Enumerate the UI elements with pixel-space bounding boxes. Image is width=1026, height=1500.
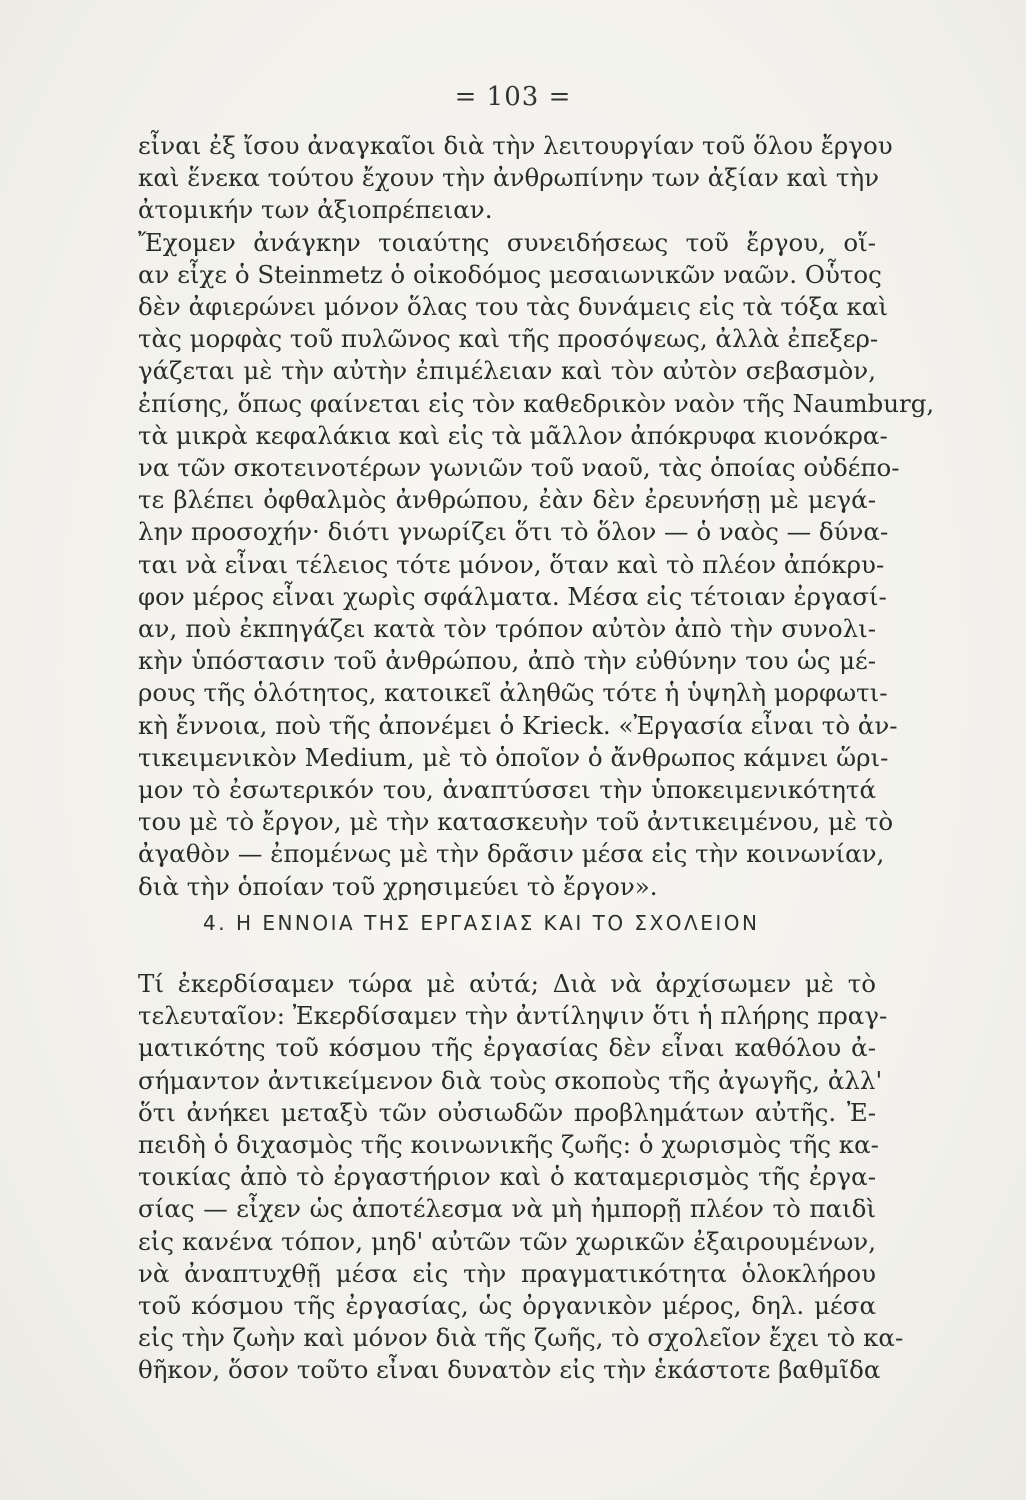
text-line: μον τὸ ἐσωτερικόν του, ἀναπτύσσει τὴν ὑποκειμενικότητά	[138, 775, 876, 805]
text-line: Τί ἐκερδίσαμεν τώρα μὲ αὐτά; Διὰ νὰ ἀρχίσωμεν μὲ τὸ	[138, 969, 876, 998]
text-line: δὲν ἀφιερώνει μόνον ὅλας του τὰς δυνάμεις εἰς τὰ τόξα καὶ	[138, 292, 888, 322]
text-line: σήμαντον ἀντικείμενον διὰ τοὺς σκοποὺς τῆς ἀγωγῆς, ἀλλ'	[138, 1065, 883, 1095]
text-line: πειδὴ ὁ διχασμὸς τῆς κοινωνικῆς ζωῆς: ὁ χωρισμὸς τῆς κα-	[138, 1130, 879, 1160]
text-line: να τῶν σκοτεινοτέρων γωνιῶν τοῦ ναοῦ, τὰς ὁποίας οὐδέπο-	[138, 453, 900, 483]
text-line: διὰ τὴν ὁποίαν τοῦ χρησιμεύει τὸ ἔργον».	[138, 871, 658, 901]
text-line: νὰ ἀναπτυχθῇ μέσα εἰς τὴν πραγματικότητα ὁλοκλήρου	[138, 1258, 876, 1288]
text-line: ὅτι ἀνήκει μεταξὺ τῶν οὐσιωδῶν προβλημάτων αὐτῆς. Ἐ-	[138, 1097, 876, 1127]
text-line: λην προσοχήν· διότι γνωρίζει ὅτι τὸ ὅλον — ὁ ναὸς — δύνα-	[138, 517, 889, 547]
text-line: εἰς τὴν ζωὴν καὶ μόνον διὰ τῆς ζωῆς, τὸ σχολεῖον ἔχει τὸ κα-	[138, 1323, 904, 1353]
text-line: τε βλέπει ὀφθαλμὸς ἀνθρώπου, ἐὰν δὲν ἐρευνήσῃ μὲ μεγά-	[138, 485, 876, 515]
text-line: τικειμενικὸν Medium, μὲ τὸ ὁποῖον ὁ ἄνθρωπος κάμνει ὥρι-	[138, 742, 889, 772]
text-line: Ἔχομεν ἀνάγκην τοιαύτης συνειδήσεως τοῦ ἔργου, οἵ-	[138, 227, 876, 257]
paragraph-2	[138, 968, 904, 1387]
text-line: κὴν ὑπόστασιν τοῦ ἀνθρώπου, ἀπὸ τὴν εὐθύνην του ὡς μέ-	[138, 646, 876, 676]
text-line: τοῦ κόσμου τῆς ἐργασίας, ὡς ὀργανικὸν μέρος, δηλ. μέσα	[138, 1291, 876, 1321]
text-line: τὰ μικρὰ κεφαλάκια καὶ εἰς τὰ μᾶλλον ἀπόκρυφα κιονόκρα-	[138, 420, 888, 450]
text-line: αν εἶχε ὁ Steinmetz ὁ οἰκοδόμος μεσαιωνικῶν ναῶν. Οὗτος	[138, 259, 882, 289]
paragraph-1	[138, 130, 935, 903]
text-line: εἰς κανένα τόπον, μηδ' αὐτῶν τῶν χωρικῶν ἐξαιρουμένων,	[138, 1226, 876, 1256]
text-line: ματικότης τοῦ κόσμου τῆς ἐργασίας δὲν εἶναι καθόλου ἀ-	[138, 1033, 876, 1063]
text-line: σίας — εἶχεν ὡς ἀποτέλεσμα νὰ μὴ ἠμπορῇ πλέον τὸ παιδὶ	[138, 1194, 876, 1224]
text-line: ἀτομικήν των ἀξιοπρέπειαν.	[138, 195, 493, 225]
text-line: θῆκον, ὅσον τοῦτο εἶναι δυνατὸν εἰς τὴν ἑκάστοτε βαθμῖδα	[138, 1355, 881, 1385]
page-number: = 103 =	[454, 82, 572, 112]
text-line: γάζεται μὲ τὴν αὐτὴν ἐπιμέλειαν καὶ τὸν αὐτὸν σεβασμὸν,	[138, 356, 876, 386]
text-line: τελευταῖον: Ἐκερδίσαμεν τὴν ἀντίληψιν ὅτι ἡ πλήρης πραγ-	[138, 1001, 888, 1031]
section-heading: 4. Η ΕΝΝΟΙΑ ΤΗΣ ΕΡΓΑΣΙΑΣ ΚΑΙ ΤΟ ΣΧΟΛΕΙΟΝ	[203, 911, 760, 935]
text-line: καὶ ἕνεκα τούτου ἔχουν τὴν ἀνθρωπίνην των ἀξίαν καὶ τὴν	[138, 163, 880, 193]
text-line: εἶναι ἐξ ἴσου ἀναγκαῖοι διὰ τὴν λειτουργίαν τοῦ ὅλου ἔργου	[138, 131, 893, 160]
text-line: κὴ ἔννοια, ποὺ τῆς ἀπονέμει ὁ Krieck. «Ἐργασία εἶναι τὸ ἀν-	[138, 710, 898, 740]
text-line: ται νὰ εἶναι τέλειος τότε μόνον, ὅταν καὶ τὸ πλέον ἀπόκρυ-	[138, 549, 885, 579]
text-line: ἐπίσης, ὅπως φαίνεται εἰς τὸν καθεδρικὸν ναὸν τῆς Naumburg,	[138, 388, 935, 418]
text-line: φον μέρος εἶναι χωρὶς σφάλματα. Μέσα εἰς τέτοιαν ἐργασί-	[138, 581, 887, 611]
text-line: τὰς μορφὰς τοῦ πυλῶνος καὶ τῆς προσόψεως, ἀλλὰ ἐπεξερ-	[138, 324, 879, 354]
text-line: ρους τῆς ὁλότητος, κατοικεῖ ἀληθῶς τότε ἡ ὑψηλὴ μορφωτι-	[138, 678, 888, 708]
text-line: τοικίας ἀπὸ τὸ ἐργαστήριον καὶ ὁ καταμερισμὸς τῆς ἐργα-	[138, 1162, 876, 1192]
text-line: αν, ποὺ ἐκπηγάζει κατὰ τὸν τρόπον αὐτὸν ἀπὸ τὴν συνολι-	[138, 614, 876, 644]
text-line: ἀγαθὸν — ἐπομένως μὲ τὴν δρᾶσιν μέσα εἰς τὴν κοινωνίαν,	[138, 839, 885, 869]
text-line: του μὲ τὸ ἔργον, μὲ τὴν κατασκευὴν τοῦ ἀντικειμένου, μὲ τὸ	[138, 807, 894, 837]
